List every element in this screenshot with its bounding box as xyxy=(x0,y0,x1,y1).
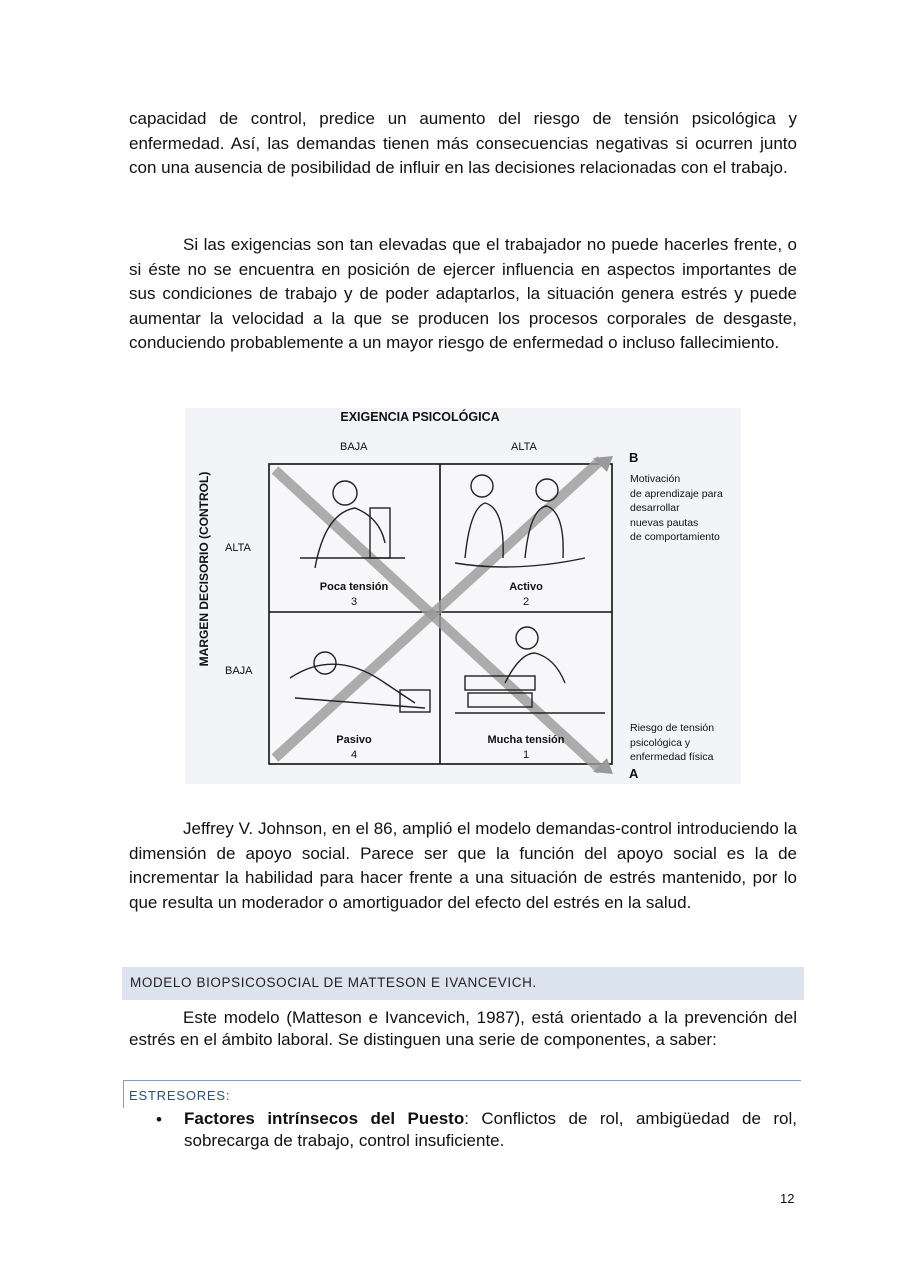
note-a: Riesgo de tensión psicológica y enfermedad física xyxy=(630,722,715,763)
demand-control-figure xyxy=(185,408,741,784)
row-high-label: ALTA xyxy=(225,542,251,554)
figure-title: EXIGENCIA PSICOLÓGICA xyxy=(340,410,500,424)
paragraph-1: capacidad de control, predice un aumento del riesgo de tensión psicológica y enfermedad. Así, las demandas tienen más consecuencias negativas si ocurren junto con una ausencia de posibilidad de influir en las decisiones relacionadas con el trabajo. xyxy=(129,109,797,177)
paragraph-4: Este modelo (Matteson e Ivancevich, 1987), está orientado a la prevención del estrés en el ámbito laboral. Se distinguen una serie de componentes, a saber: xyxy=(129,1008,797,1049)
col-high-label: ALTA xyxy=(511,441,537,453)
col-low-label: BAJA xyxy=(340,441,368,453)
section-header xyxy=(122,967,804,1000)
quadrant-active-number: 2 xyxy=(522,596,530,608)
subsection-title: ESTRESORES: xyxy=(129,1088,231,1103)
quadrant-passive-number: 4 xyxy=(350,749,358,761)
page-number: 12 xyxy=(780,1191,795,1206)
quadrant-passive-label: Pasivo xyxy=(336,734,372,746)
row-low-label: BAJA xyxy=(225,665,253,677)
y-axis-label: MARGEN DECISORIO (CONTROL) xyxy=(197,471,211,667)
letter-a: A xyxy=(629,766,639,781)
paragraph-2: Si las exigencias son tan elevadas que el trabajador no puede hacerles frente, o si éste no se encuentra en posición de ejercer influencia en aspectos importantes de sus condiciones de trabajo y de poder adaptarlos, la situación genera estrés y puede aumentar la velocidad a la que se producen los procesos corporales de desgaste, conduciendo probablemente a un mayor riesgo de enfermedad o incluso fallecimiento. xyxy=(129,235,797,352)
subsection-header xyxy=(123,1080,801,1108)
quadrant-active-label: Activo xyxy=(509,581,543,593)
bullet-bold-text: Factores intrínsecos del Puesto xyxy=(184,1109,465,1128)
quadrant-high-strain-label: Mucha tensión xyxy=(487,734,565,746)
quadrant-low-strain-label: Poca tensión xyxy=(319,581,389,593)
letter-b: B xyxy=(629,450,639,465)
paragraph-3: Jeffrey V. Johnson, en el 86, amplió el modelo demandas-control introduciendo la dimensión de apoyo social. Parece ser que la función del apoyo social es la de incrementar la habilidad para hacer frente a una situación de estrés mantenido, por lo que resulta un moderador o amortiguador del efecto del estrés en la salud. xyxy=(129,819,797,912)
note-b: Motivación de aprendizaje para desarrollar nuevas pautas de comportamiento xyxy=(630,473,723,543)
bullet-icon: • xyxy=(156,1110,162,1129)
quadrant-high-strain-number: 1 xyxy=(522,749,530,761)
quadrant-low-strain-number: 3 xyxy=(350,596,358,608)
section-title: MODELO BIOPSICOSOCIAL DE MATTESON E IVANCEVICH. xyxy=(130,975,537,990)
bullet-item xyxy=(184,1108,797,1152)
bullet-rest-text: : Conflictos de rol, ambigüedad de rol, sobrecarga de trabajo, control insuficiente. xyxy=(184,1109,797,1150)
